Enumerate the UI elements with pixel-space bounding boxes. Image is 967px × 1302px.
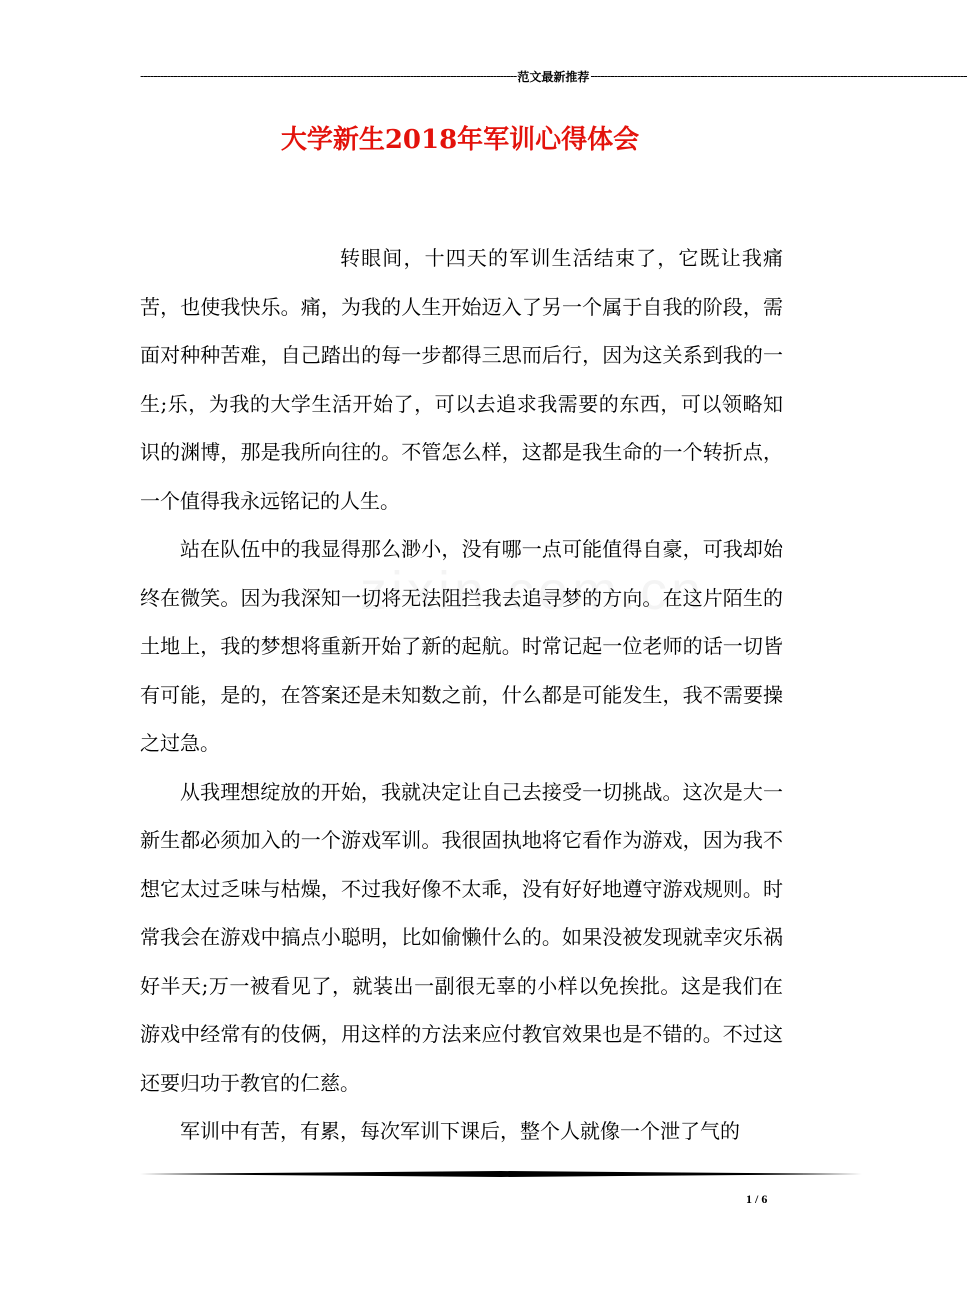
paragraph-2: 站在队伍中的我显得那么渺小，没有哪一点可能值得自豪，可我却始终在微笑。因为我深知一切将无法阻拦我去追寻梦的方向。在这片陌生的土地上，我的梦想将重新开始了新的起航。时常记起一位老师的话一切皆有可能，是的，在答案还是未知数之前，什么都是可能发生，我不需要操之过急。 (140, 537, 783, 755)
header-dash-right: ----------------------------------------------------------------------------------------------------------------- (590, 69, 967, 83)
paragraph-4: 军训中有苦，有累，每次军训下课后，整个人就像一个泄了气的 (180, 1119, 740, 1143)
page-number: 1 / 6 (746, 1192, 768, 1206)
document-body (140, 234, 783, 1156)
paragraph-1: 转眼间，十四天的军训生活结束了，它既让我痛苦，也使我快乐。痛，为我的人生开始迈入了另一个属于自我的阶段，需面对种种苦难，自己踏出的每一步都得三思而后行，因为这关系到我的一生;乐，为我的大学生活开始了，可以去追求我需要的东西，可以领略知识的渊博，那是我所向往的。不管怎么样，这都是我生命的一个转折点，一个值得我永远铭记的人生。 (140, 246, 783, 513)
header-label: 范文最新推荐 (517, 69, 590, 84)
document-title: 大学新生2018年军训心得体会 (280, 125, 640, 155)
paragraph-3: 从我理想绽放的开始，我就决定让自己去接受一切挑战。这次是大一新生都必须加入的一个游戏军训。我很固执地将它看作为游戏，因为我不想它太过乏味与枯燥，不过我好像不太乖，没有好好地遵守游戏规则。时常我会在游戏中搞点小聪明，比如偷懒什么的。如果没被发现就幸灾乐祸好半天;万一被看见了，就装出一副很无辜的小样以免挨批。这是我们在游戏中经常有的伎俩，用这样的方法来应付教官效果也是不错的。不过这还要归功于教官的仁慈。 (140, 779, 783, 1095)
header-dash-left: ----------------------------------------------------------------------------------------------------------------- (140, 69, 517, 83)
footer-divider (140, 1170, 862, 1178)
page-header (140, 66, 967, 86)
